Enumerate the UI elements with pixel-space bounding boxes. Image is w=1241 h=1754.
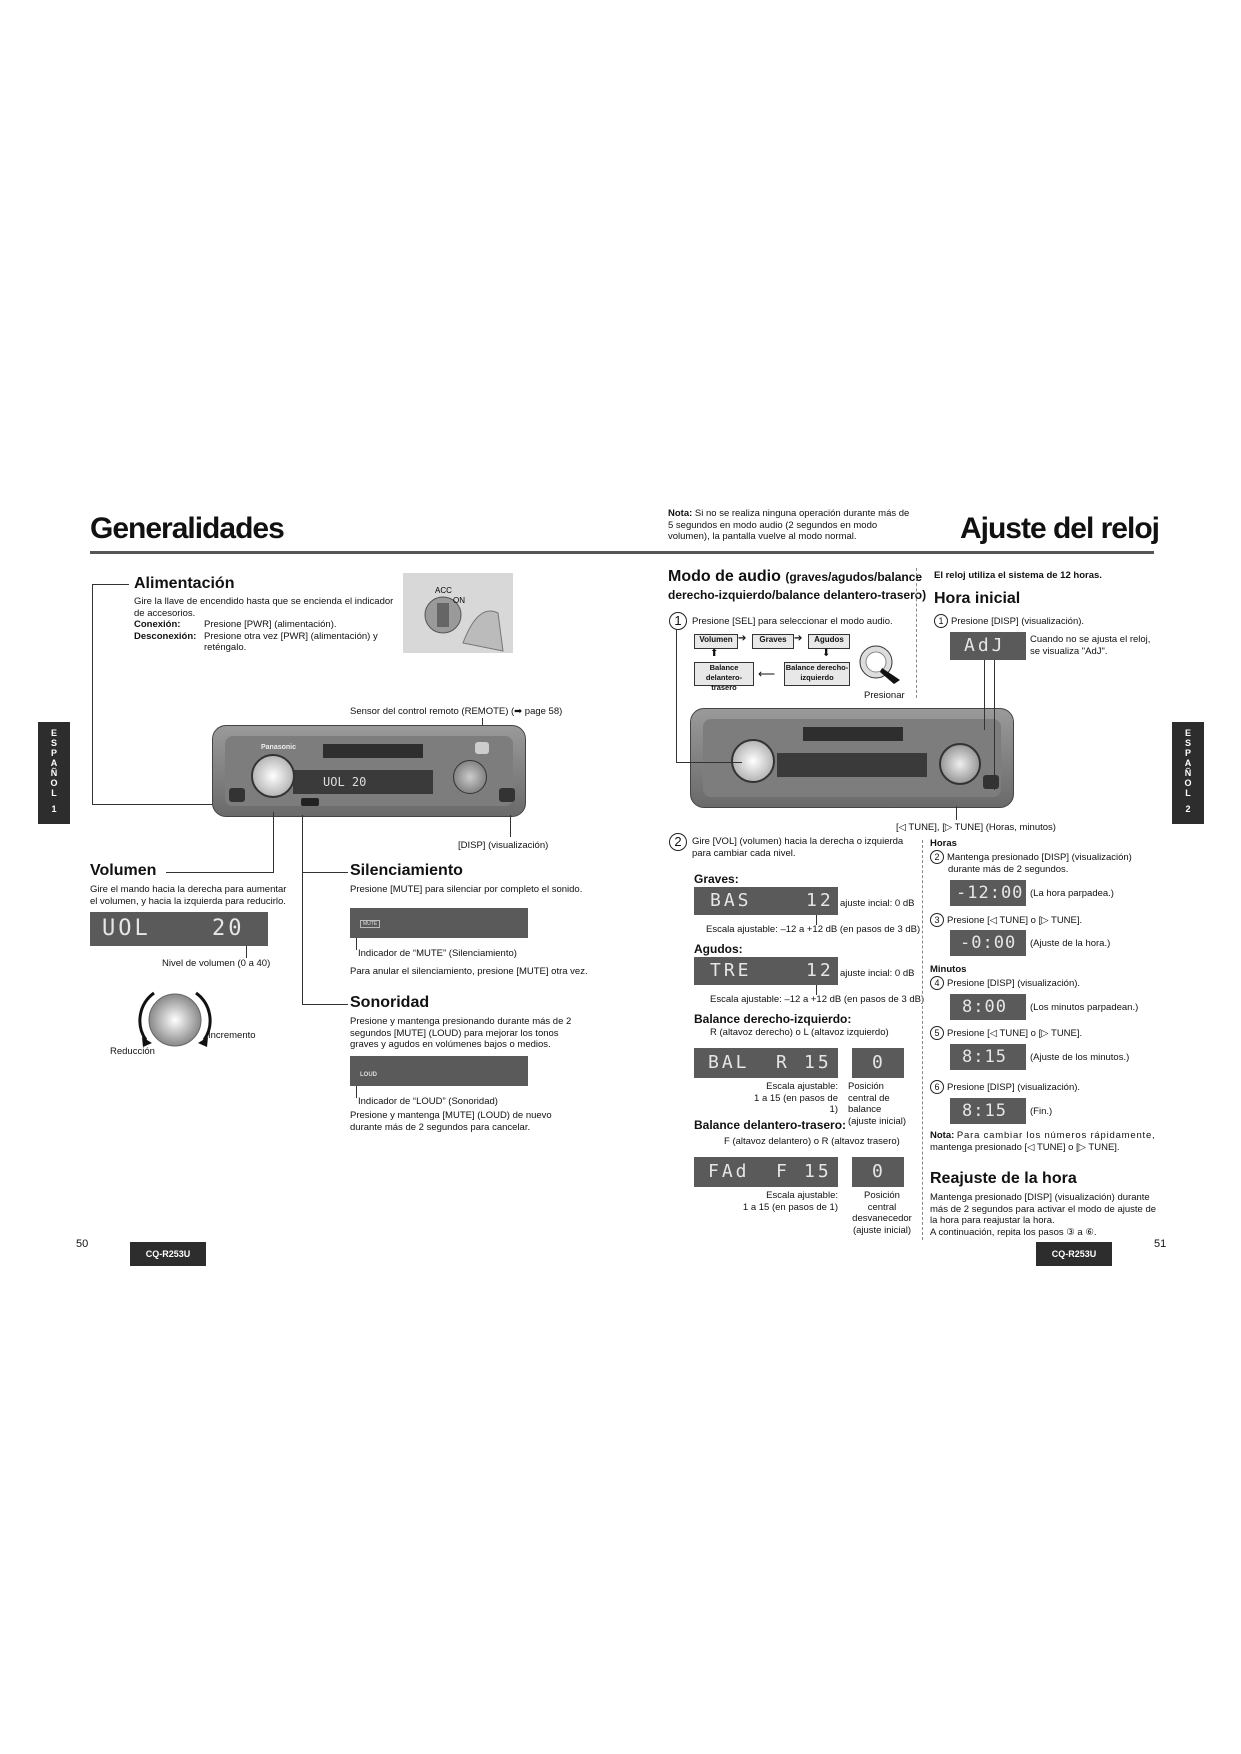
disp-leader: [510, 815, 511, 837]
note-block: [668, 508, 918, 543]
mute-leader-v: [302, 815, 303, 1005]
key-acc-label: ACC: [435, 586, 452, 595]
tab-letter: Ñ: [1184, 768, 1192, 778]
power-heading: Alimentación: [134, 575, 235, 592]
volume-leader-h: [166, 872, 274, 873]
bass-range: Escala ajustable: –12 a +12 dB (en pasos de 3 dB): [706, 924, 921, 935]
key-icon: [403, 573, 513, 653]
balance-lcd: [694, 1048, 838, 1078]
mute-leader-h: [302, 872, 348, 873]
balance-center-3: balance: [848, 1104, 882, 1115]
audio-step1: Presione [SEL] para seleccionar el modo audio.: [692, 616, 893, 627]
page-title-right: Ajuste del reloj: [959, 512, 1159, 545]
balance-center-2: central de: [848, 1092, 890, 1104]
flow-arrow-left: ⟵: [758, 667, 776, 681]
readjust-text: [930, 1192, 1160, 1238]
loud-text-2: segundos [MUTE] (LOUD) para mejorar los tonos: [350, 1027, 559, 1039]
clock-step1: 1 Presione [DISP] (visualización).: [934, 614, 1084, 628]
remote-sensor: [475, 742, 489, 754]
fader-range-1: Escala ajustable:: [766, 1190, 838, 1201]
column-divider: [916, 568, 917, 698]
hour-blink-label: (La hora parpadea.): [1030, 888, 1114, 899]
readjust-text-3: la hora para reajustar la hora.: [930, 1215, 1055, 1226]
key-on-label: ON: [453, 596, 465, 605]
end-label: (Fin.): [1030, 1106, 1053, 1117]
treble-lcd-left: TRE: [710, 960, 752, 981]
balance-range: [744, 1081, 838, 1116]
readjust-text-2: más de 2 segundos para activar el modo de ajuste de: [930, 1203, 1157, 1215]
fader-center-3: desvanecedor: [852, 1213, 912, 1224]
audio-step2-a: Gire [VOL] (volumen) hacia la derecha o izquierda: [692, 836, 904, 847]
fader-center-2: central: [867, 1201, 897, 1213]
clock-system-note: El reloj utiliza el sistema de 12 horas.: [934, 570, 1102, 581]
press-knob-icon: [856, 640, 904, 688]
note-line1: Si no se realiza ninguna operación durante más de: [694, 508, 910, 519]
volume-leader-v: [273, 812, 274, 872]
tab-letter: E: [1184, 728, 1191, 738]
loud-indicator-label: Indicador de “LOUD” (Sonoridad): [358, 1096, 498, 1107]
flow-balance-lr: Balance derecho-izquierdo: [784, 662, 850, 686]
fader-heading: Balance delantero-trasero:: [694, 1118, 847, 1132]
tab-number: 2: [1185, 804, 1191, 814]
tab-letter: S: [50, 738, 57, 748]
adj-note: [1030, 634, 1150, 657]
flow-arrow-down: ⬇: [822, 648, 831, 659]
power-text-2: de accesorios.: [134, 607, 196, 619]
audio-step2: [692, 836, 903, 859]
flow-graves: Graves: [752, 634, 794, 649]
mute-heading: Silenciamiento: [350, 862, 463, 879]
clock-note-2: mantenga presionado [◁ TUNE] o [▷ TUNE].: [930, 1141, 1120, 1153]
tab-letter: O: [50, 778, 58, 788]
radio-display: UOL 20: [293, 770, 433, 794]
treble-heading: Agudos:: [694, 942, 743, 956]
loud-cancel: [350, 1110, 552, 1133]
loud-cancel-1: Presione y mantenga [MUTE] (LOUD) de nuevo: [350, 1110, 552, 1121]
tab-number: 1: [51, 804, 57, 814]
volume-knob[interactable]: [731, 739, 775, 783]
volume-knob-icon: [130, 985, 220, 1055]
adj-note-2: se visualiza "AdJ".: [1030, 645, 1108, 657]
cassette-slot: [323, 744, 423, 758]
audio-heading-1: Modo de audio: [668, 568, 781, 585]
balance-center: [848, 1081, 918, 1127]
side-tab-left: [38, 722, 70, 824]
note-line3: volumen), la pantalla vuelve al modo normal.: [668, 531, 857, 542]
page-title-left: Generalidades: [90, 512, 284, 545]
model-badge-right: CQ-R253U: [1036, 1242, 1112, 1266]
tab-letter: A: [1184, 758, 1192, 768]
fader-center: [846, 1190, 918, 1236]
hour-adjust-label: (Ajuste de la hora.): [1030, 938, 1111, 949]
tab-letter: E: [50, 728, 57, 738]
loud-cancel-2: durante más de 2 segundos para cancelar.: [350, 1121, 531, 1133]
power-disc-label: Desconexión:: [134, 630, 197, 642]
loud-leader-h: [302, 1004, 348, 1005]
readjust-text-1: Mantenga presionado [DISP] (visualización) durante: [930, 1192, 1150, 1203]
tune-leader: [956, 806, 957, 820]
power-disc-text-2: reténgalo.: [204, 642, 247, 653]
volume-increase-label: Incremento: [208, 1030, 256, 1041]
bass-heading: Graves:: [694, 872, 739, 886]
minute-adjust-lcd-text: 8:15: [962, 1047, 1007, 1067]
fader-range: [740, 1190, 838, 1213]
volume-text-1: Gire el mando hacia la derecha para aumentar: [90, 884, 287, 895]
tab-letter: P: [50, 748, 57, 758]
clock-note-label: Nota:: [930, 1130, 955, 1141]
audio-heading-1b: (graves/agudos/balance: [785, 570, 923, 584]
clock-step2: 2 Mantenga presionado [DISP] (visualización) durante más de 2 segundos.: [930, 850, 1132, 876]
tab-letter: O: [1184, 778, 1192, 788]
volume-heading: Volumen: [90, 862, 157, 879]
disp-leader-right: [994, 640, 995, 790]
power-disc-text-1: Presione otra vez [PWR] (alimentación) y: [204, 630, 378, 642]
readjust-text-4: A continuación, repita los pasos ③ a ⑥.: [930, 1226, 1097, 1238]
power-text: [134, 596, 404, 654]
bass-lcd: [694, 887, 838, 915]
bass-lcd-left: BAS: [710, 890, 752, 911]
clock-step2-b: durante más de 2 segundos.: [948, 864, 1069, 875]
minute-adjust-label: (Ajuste de los minutos.): [1030, 1052, 1130, 1063]
balance-lcd-mid: R: [776, 1052, 790, 1073]
treble-lcd: [694, 957, 838, 985]
fader-sub: F (altavoz delantero) o R (altavoz trasero): [724, 1136, 900, 1147]
remote-sensor-label: Sensor del control remoto (REMOTE) (➡ page 58): [350, 706, 563, 717]
power-text-1: Gire la llave de encendido hasta que se encienda el indicador: [134, 596, 394, 607]
tab-letter: P: [1184, 748, 1191, 758]
flow-balance-fr: Balance delantero-trasero: [694, 662, 754, 686]
power-conn-text: Presione [PWR] (alimentación).: [204, 619, 337, 630]
loud-text-1: Presione y mantenga presionando durante más de 2: [350, 1016, 572, 1027]
loud-lcd-indicator: LOUD: [360, 1072, 377, 1078]
clock-step3: 3 Presione [◁ TUNE] o [▷ TUNE].: [930, 913, 1082, 927]
volume-level-leader: [246, 946, 247, 958]
clock-step3-text: Presione [◁ TUNE] o [▷ TUNE].: [947, 915, 1083, 926]
end-lcd: [950, 1098, 1026, 1124]
clock-step6-text: Presione [DISP] (visualización).: [947, 1082, 1081, 1093]
tab-letter: L: [51, 788, 57, 798]
fader-center-1: Posición: [864, 1190, 900, 1201]
fader-lcd: [694, 1157, 838, 1187]
bass-initial: ajuste incial: 0 dB: [840, 898, 915, 909]
tab-letter: Ñ: [50, 768, 58, 778]
balance-heading: Balance derecho-izquierdo:: [694, 1012, 852, 1026]
cassette-slot: [803, 727, 903, 741]
clock-step5: 5 Presione [◁ TUNE] o [▷ TUNE].: [930, 1026, 1082, 1040]
side-tab-right: [1172, 722, 1204, 824]
note-label: Nota:: [668, 508, 693, 519]
fader-lcd-mid: F: [776, 1161, 790, 1182]
minute-blink-lcd: [950, 994, 1026, 1020]
volume-lcd: [90, 912, 268, 946]
readjust-heading: Reajuste de la hora: [930, 1170, 1077, 1187]
tune-label: [◁ TUNE], [▷ TUNE] (Horas, minutos): [896, 822, 1056, 833]
model-badge-left: CQ-R253U: [130, 1242, 206, 1266]
volume-text-2: el volumen, y hacia la izquierda para reducirlo.: [90, 895, 286, 907]
disp-button[interactable]: [499, 788, 515, 802]
disp-button[interactable]: [983, 775, 999, 789]
clock-step4-text: Presione [DISP] (visualización).: [947, 978, 1081, 989]
clock-heading: Hora inicial: [934, 590, 1021, 607]
loud-lcd: [350, 1056, 528, 1086]
volume-decrease-label: Reducción: [110, 1046, 155, 1057]
clock-note-1: Para cambiar los números rápidamente,: [956, 1130, 1156, 1141]
clock-step6: 6 Presione [DISP] (visualización).: [930, 1080, 1080, 1094]
clock-step2-a: Mantenga presionado [DISP] (visualización): [947, 852, 1132, 863]
minute-blink-lcd-text: 8:00: [962, 997, 1007, 1017]
page-number-right: 51: [1154, 1238, 1167, 1250]
tab-letter: A: [50, 758, 58, 768]
audio-step2-b: para cambiar cada nivel.: [692, 847, 796, 859]
flow-arrow-1: ➔: [738, 633, 747, 644]
step1-leader-h: [676, 762, 742, 763]
loud-heading: Sonoridad: [350, 994, 430, 1011]
hour-blink-lcd: [950, 880, 1026, 906]
volume-lcd-left: UOL: [102, 916, 151, 941]
flow-arrow-2: ➔: [794, 633, 803, 644]
minute-blink-label: (Los minutos parpadean.): [1030, 1002, 1139, 1013]
power-leader-v: [92, 584, 93, 804]
right-knob[interactable]: [453, 760, 487, 794]
treble-lcd-right: 12: [806, 960, 834, 981]
fader-lcd-left: FAd: [708, 1161, 750, 1182]
loud-ind-leader: [356, 1086, 357, 1098]
clock-step5-text: Presione [◁ TUNE] o [▷ TUNE].: [947, 1028, 1083, 1039]
fader-center-4: (ajuste inicial): [852, 1224, 912, 1236]
balance-range-2: 1 a 15 (en pasos de 1): [754, 1092, 838, 1115]
fader-center-lcd: [852, 1157, 904, 1187]
treble-initial: ajuste incial: 0 dB: [840, 968, 915, 979]
tab-letter: L: [1185, 788, 1191, 798]
bass-lcd-right: 12: [806, 890, 834, 911]
balance-sub: R (altavoz derecho) o L (altavoz izquierdo): [710, 1027, 889, 1038]
adj-lcd-text: AdJ: [964, 635, 1006, 656]
page-number-left: 50: [76, 1238, 89, 1250]
balance-lcd-left: BAL: [708, 1052, 750, 1073]
press-label: Presionar: [864, 690, 905, 701]
balance-center-1: Posición: [848, 1081, 884, 1092]
minute-adjust-lcd: [950, 1044, 1026, 1070]
clock-step4: 4 Presione [DISP] (visualización).: [930, 976, 1080, 990]
mute-lcd-indicator: MUTE: [360, 920, 380, 928]
tab-letter: S: [1184, 738, 1191, 748]
clock-note: [930, 1130, 1158, 1153]
ignition-key-photo: [403, 573, 513, 653]
step-1-badge: 1: [669, 612, 687, 630]
end-lcd-text: 8:15: [962, 1101, 1007, 1121]
step1-leader-v: [676, 630, 677, 762]
mute-button[interactable]: [301, 798, 319, 806]
mute-text: Presione [MUTE] para silenciar por completo el sonido.: [350, 884, 583, 895]
mute-lcd: [350, 908, 528, 938]
mute-indicator-label: Indicador de “MUTE” (Silenciamiento): [358, 948, 517, 959]
volume-text: [90, 884, 320, 907]
balance-center-4: (ajuste inicial): [848, 1115, 907, 1127]
flow-volumen: Volumen: [694, 634, 738, 649]
balance-center-value: 0: [872, 1052, 886, 1073]
fader-range-2: 1 a 15 (en pasos de 1): [742, 1201, 838, 1213]
balance-lcd-right: 15: [804, 1052, 832, 1073]
hour-blink-lcd-text: -12:00: [956, 883, 1024, 903]
mute-ind-leader: [356, 938, 357, 950]
balance-center-lcd: [852, 1048, 904, 1078]
treble-range: Escala ajustable: –12 a +12 dB (en pasos de 3 dB): [710, 994, 925, 1005]
hours-heading: Horas: [930, 838, 957, 849]
power-leader-h: [113, 584, 129, 585]
volume-level-label: Nivel de volumen (0 a 40): [162, 958, 271, 969]
radio-unit-right: [690, 708, 1014, 808]
clock-step1-text: Presione [DISP] (visualización).: [951, 616, 1085, 627]
audio-heading-2: derecho-izquierdo/balance delantero-trasero): [668, 588, 927, 602]
hour-adjust-lcd: [950, 930, 1026, 956]
flow-arrow-up: ⬆: [710, 648, 719, 659]
radio-display: [777, 753, 927, 777]
radio-unit-left: [212, 725, 526, 817]
audio-heading: [668, 568, 928, 604]
fader-lcd-right: 15: [804, 1161, 832, 1182]
fader-center-value: 0: [872, 1161, 886, 1182]
power-conn-label: Conexión:: [134, 619, 181, 630]
pwr-button[interactable]: [229, 788, 245, 802]
step-2-badge: 2: [669, 833, 687, 851]
column-divider-2: [922, 840, 923, 1240]
power-leader-diag: [92, 584, 114, 585]
volume-lcd-right: 20: [212, 916, 245, 941]
adj-note-1: Cuando no se ajusta el reloj,: [1030, 634, 1151, 645]
disp-label: [DISP] (visualización): [458, 840, 549, 851]
flow-agudos: Agudos: [808, 634, 850, 649]
loud-text: [350, 1016, 580, 1051]
adj-lcd: [950, 632, 1026, 660]
balance-range-1: Escala ajustable:: [766, 1081, 838, 1092]
radio-brand: Panasonic: [261, 744, 297, 751]
volume-knob[interactable]: [251, 754, 295, 798]
mute-cancel: Para anular el silenciamiento, presione [MUTE] otra vez.: [350, 966, 588, 977]
header-rule: [90, 551, 1154, 554]
hour-adjust-lcd-text: -0:00: [960, 933, 1017, 953]
minutes-heading: Minutos: [930, 964, 967, 975]
note-line2: 5 segundos en modo audio (2 segundos en modo: [668, 519, 878, 531]
tune-knob[interactable]: [939, 743, 981, 785]
loud-text-3: graves y agudos en volúmenes bajos o medios.: [350, 1039, 551, 1050]
